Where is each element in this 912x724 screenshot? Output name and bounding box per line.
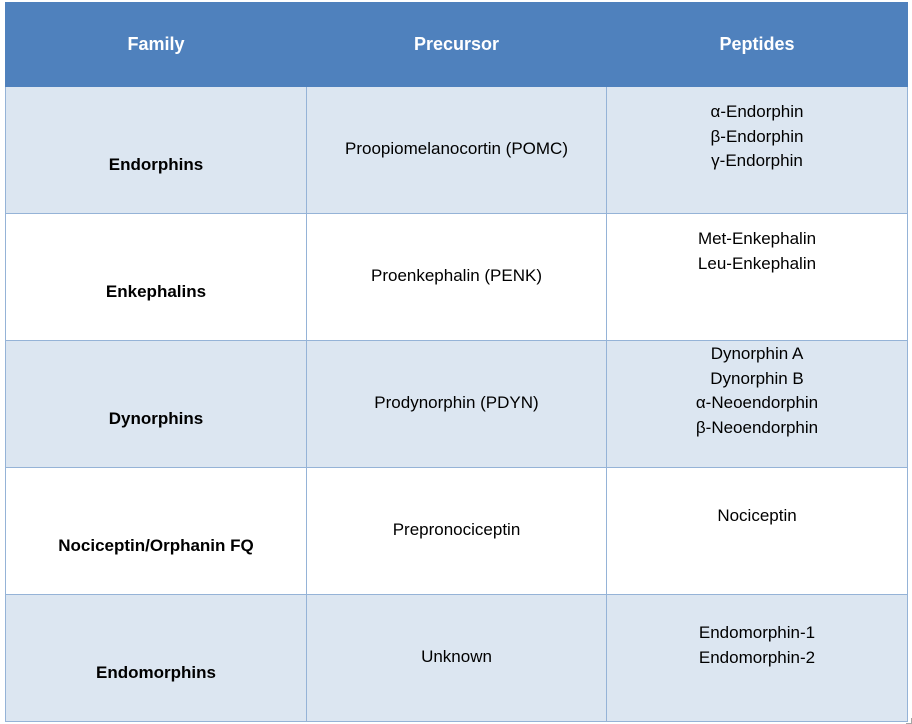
peptide-list <box>607 214 907 276</box>
peptide-item: Leu-Enkephalin <box>697 253 817 273</box>
peptide-item: Endomorphin-1 <box>698 623 816 642</box>
peptide-list <box>607 87 907 174</box>
table-header <box>6 3 908 87</box>
family-name: Endomorphins <box>96 663 216 682</box>
header-precursor: Precursor <box>307 3 607 87</box>
table-row <box>6 595 908 722</box>
precursor-name: Prodynorphin (PDYN) <box>374 392 539 412</box>
peptide-item: Endomorphin-2 <box>698 647 816 667</box>
header-family: Family <box>6 3 307 87</box>
family-cell <box>6 214 307 341</box>
peptide-list <box>607 595 907 670</box>
peptide-item: α-Endorphin <box>710 102 804 121</box>
peptide-item: β-Endorphin <box>710 126 804 146</box>
table-row <box>6 214 908 341</box>
peptide-item: Dynorphin B <box>710 368 804 388</box>
precursor-name: Proenkephalin (PENK) <box>370 265 543 285</box>
table-row <box>6 87 908 214</box>
table-row <box>6 468 908 595</box>
table-row <box>6 341 908 468</box>
opioid-peptide-table <box>5 2 908 722</box>
peptides-cell <box>607 468 908 595</box>
peptide-item: γ-Endorphin <box>711 151 803 170</box>
peptide-list <box>607 468 907 529</box>
family-cell <box>6 341 307 468</box>
peptides-cell <box>607 214 908 341</box>
peptide-item: Dynorphin A <box>710 344 804 363</box>
family-cell <box>6 87 307 214</box>
peptide-item: Nociceptin <box>717 506 797 525</box>
header-row <box>6 3 908 87</box>
header-peptides: Peptides <box>607 3 908 87</box>
family-name: Nociceptin/Orphanin FQ <box>58 536 254 555</box>
resize-corner-mark <box>906 718 912 724</box>
precursor-cell <box>307 87 607 214</box>
precursor-name: Unknown <box>421 646 492 666</box>
precursor-cell <box>307 468 607 595</box>
peptide-item: α-Neoendorphin <box>695 393 819 412</box>
peptides-cell <box>607 87 908 214</box>
peptides-cell <box>607 595 908 722</box>
precursor-cell <box>307 341 607 468</box>
family-cell <box>6 468 307 595</box>
table-body <box>6 87 908 722</box>
precursor-cell <box>307 595 607 722</box>
precursor-name: Prepronociceptin <box>392 519 521 539</box>
family-cell <box>6 595 307 722</box>
peptide-item: β-Neoendorphin <box>695 417 819 437</box>
peptides-cell <box>607 341 908 468</box>
precursor-name: Proopiomelanocortin (POMC) <box>345 138 568 158</box>
family-name: Enkephalins <box>105 282 207 301</box>
family-name: Endorphins <box>108 155 204 174</box>
family-name: Dynorphins <box>108 409 204 428</box>
peptide-item: Met-Enkephalin <box>697 229 817 248</box>
precursor-cell <box>307 214 607 341</box>
peptide-list <box>607 341 907 440</box>
